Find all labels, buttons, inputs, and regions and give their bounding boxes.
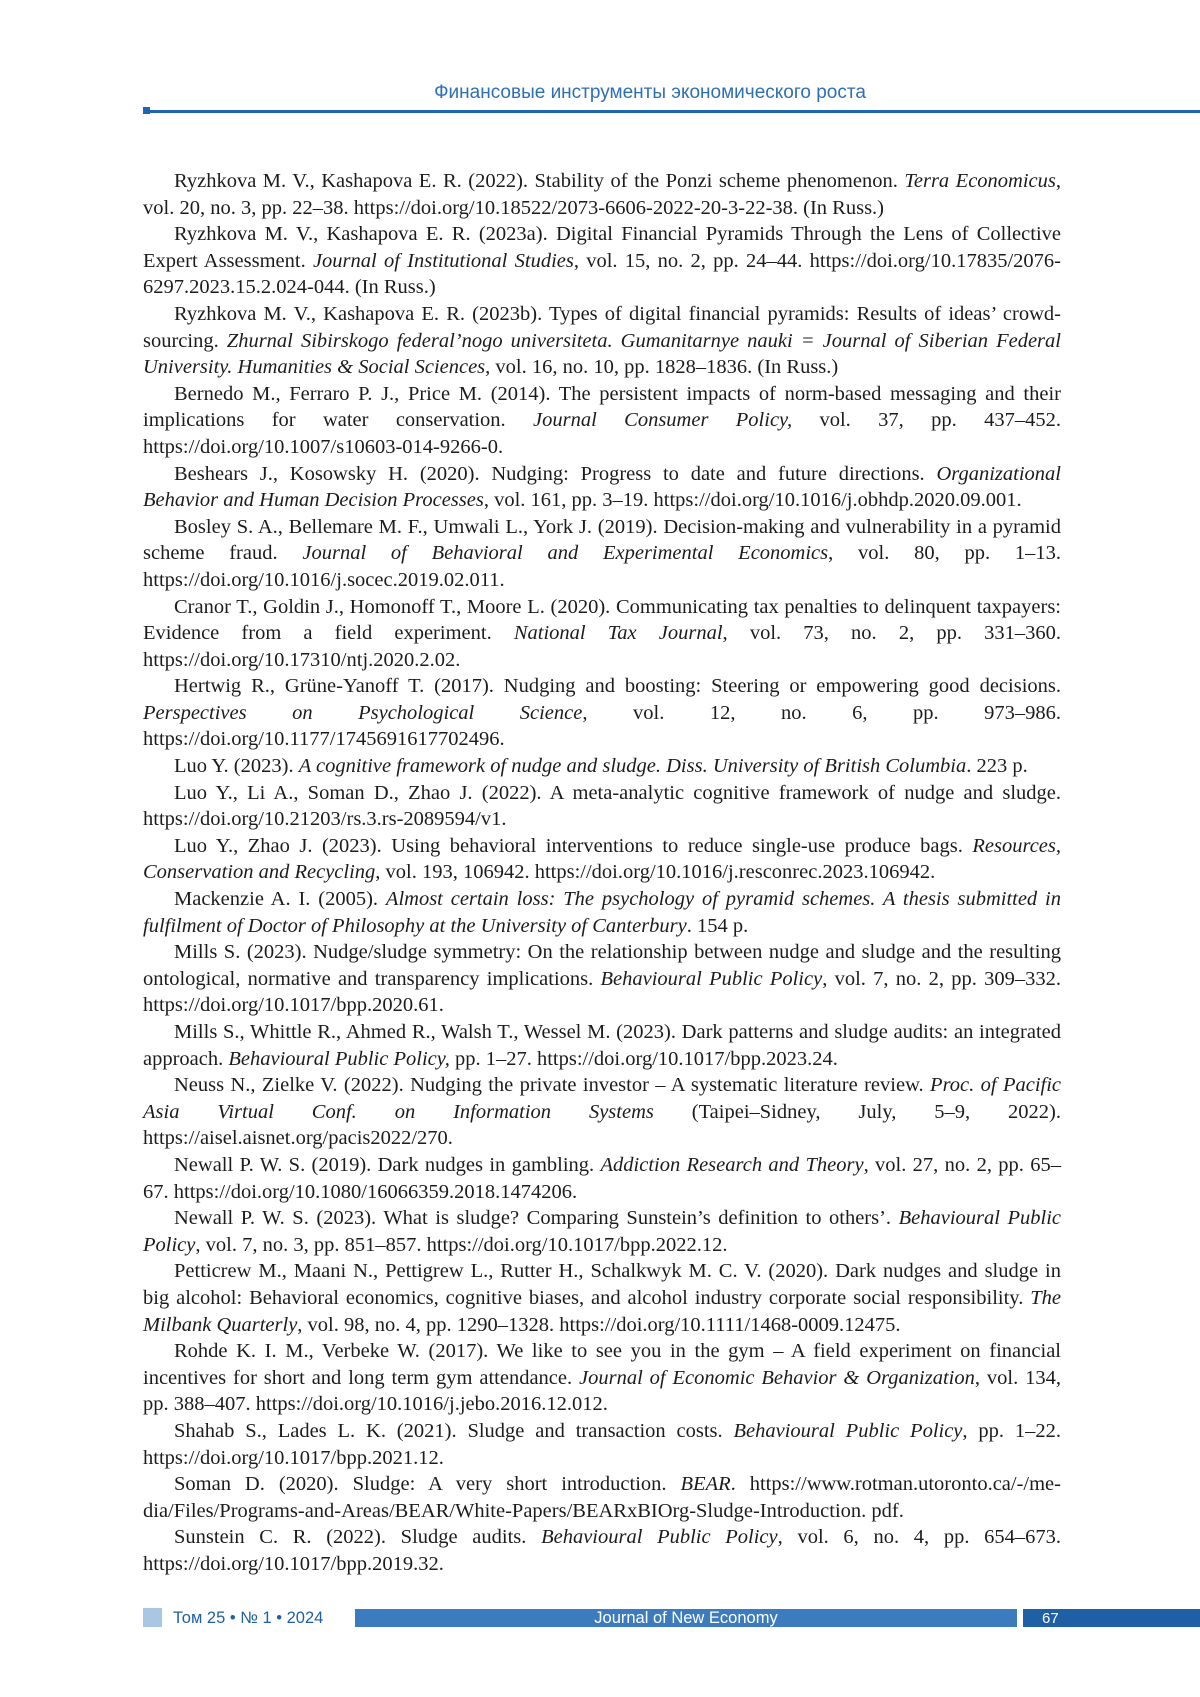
footer-issue-info: Том 25 • № 1 • 2024 [173,1608,323,1628]
reference-details: . 154 p. [687,915,749,937]
reference-entry-3 [143,301,1061,381]
reference-text: Hertwig R., Grüne-Yanoff T. (2017). Nudging and boosting: Steering or empowering good decisions. [174,675,1061,697]
reference-journal: Behavioural Public Policy [733,1420,962,1442]
reference-text: Luo Y., Zhao J. (2023). Using behavioral interventions to reduce single-use produce bags. [174,835,972,857]
reference-entry-9 [143,753,1061,780]
reference-entry-18 [143,1258,1061,1338]
reference-text: Neuss N., Zielke V. (2022). Nudging the private investor – A systematic literature review. [174,1074,930,1096]
reference-details: . https://www.rotman.utoronto.ca/-/me­dia/Files/Programs-and-Areas/BEAR/White-Papers/BEARxBIOrg-Sludge-Introduction. pdf. [143,1473,1061,1522]
footer-journal-name: Journal of New Economy [355,1609,1017,1627]
reference-details: , pp. 1–22. https://doi.org/10.1017/bpp.2021.12. [143,1420,1061,1469]
reference-text: Soman D. (2020). Sludge: A very short introduction. [174,1473,681,1495]
reference-journal: Behavioural Public Policy [541,1526,778,1548]
reference-journal: Terra Economicus [904,170,1056,192]
reference-text: Cranor T., Goldin J., Homonoff T., Moore L. (2020). Communicating tax penalties to delinquent taxpayers: Evidence from a field experiment. [143,596,1061,645]
reference-entry-1 [143,168,1061,221]
reference-details: , vol. 12, no. 6, pp. 973–986. https://doi.org/10.1177/1745691617702496. [143,702,1061,751]
reference-journal: Organizational Behavior and Human Decision Processes [143,463,1061,512]
reference-text: Ryzhkova M. V., Kashapova E. R. (2023b). Types of digital financial pyramids: Results of ideas’ crowd­sourcing. [143,303,1061,352]
reference-entry-20 [143,1418,1061,1471]
reference-details: , vol. 15, no. 2, pp. 24–44. https://doi.org/10.17835/2076-6297.2023.15.2.024-044. (In Russ.) [143,250,1061,299]
reference-entry-8 [143,673,1061,753]
reference-journal: BEAR [681,1473,731,1495]
reference-entry-14 [143,1019,1061,1072]
reference-journal: Behavioural Public Policy, [228,1048,449,1070]
reference-entry-21 [143,1471,1061,1524]
reference-entry-17 [143,1205,1061,1258]
footer-square-mark [143,1608,162,1627]
reference-journal: Journal Consumer Policy, [533,409,792,431]
reference-journal: The Milbank Quarterly [143,1287,1061,1336]
reference-details: , vol. 161, pp. 3–19. https://doi.org/10.1016/j.obhdp.2020.09.001. [484,489,1022,511]
reference-entry-2 [143,221,1061,301]
reference-text: Sunstein C. R. (2022). Sludge audits. [174,1526,541,1548]
reference-details: , vol. 98, no. 4, pp. 1290–1328. https://doi.org/10.1111/1468-0009.12475. [297,1314,900,1336]
reference-journal: Almost certain loss: The psychology of pyramid schemes. A thesis submitted in fulfilment of Doctor of Philosophy at the University of Canterbury [143,888,1061,937]
reference-details: vol. 16, no. 10, pp. 1828–1836. (In Russ.) [490,356,838,378]
reference-journal: Behavioural Public Policy [601,968,823,990]
reference-text: Ryzhkova M. V., Kashapova E. R. (2022). Stability of the Ponzi scheme phenomenon. [174,170,904,192]
reference-journal: Perspectives on Psychological Science [143,702,582,724]
reference-entry-10 [143,780,1061,833]
reference-entry-13 [143,939,1061,1019]
reference-text: Mills S. (2023). Nudge/sludge symmetry: On the relationship between nudge and sludge and the resulting ontological, normative and transparency implications. [143,941,1061,990]
reference-details: pp. 1–27. https://doi.org/10.1017/bpp.2023.24. [450,1048,838,1070]
reference-details: , vol. 7, no. 2, pp. 309–332. https://doi.org/10.1017/bpp.2020.61. [143,968,1061,1017]
reference-text: Newall P. W. S. (2023). What is sludge? Comparing Sunstein’s definition to others’. [174,1207,899,1229]
running-header-title: Финансовые инструменты экономического роста [0,82,1200,104]
reference-entry-6 [143,514,1061,594]
reference-journal: Zhurnal Sibirskogo federal’nogo universiteta. Gumanitarnye nauki = Journal of Siberian Federal University. Humanities & Social Sciences, [143,330,1061,379]
reference-entry-15 [143,1072,1061,1152]
reference-journal: Journal of Behavioral and Experimental Economics [302,542,828,564]
reference-journal: Proc. of Pacific Asia Virtual Conf. on Information Systems [143,1074,1061,1123]
reference-text: Shahab S., Lades L. K. (2021). Sludge and transaction costs. [174,1420,733,1442]
reference-entry-22 [143,1524,1061,1577]
reference-text: Petticrew M., Maani N., Pettigrew L., Rutter H., Schalkwyk M. C. V. (2020). Dark nudges and sludge in big alcohol: Behavioral economics, cognitive biases, and alcohol industry corporate social responsibil­ity. [143,1260,1061,1309]
reference-journal: A cognitive framework of nudge and sludge. Diss. University of British Columbia [299,755,967,777]
reference-entry-11 [143,833,1061,886]
reference-details: , vol. 27, no. 2, pp. 65– 67. https://doi.org/10.1080/16066359.2018.1474206. [143,1154,1061,1203]
reference-details: , vol. 20, no. 3, pp. 22–38. https://doi.org/10.18522/2073-6606-2022-20-3-22-38. (In Russ.) [143,170,1061,219]
reference-details: , vol. 73, no. 2, pp. 331–360. https://doi.org/10.17310/ntj.2020.2.02. [143,622,1061,671]
reference-journal: Journal of Institutional Studies [313,250,574,272]
reference-details: , vol. 193, 106942. https://doi.org/10.1016/j.resconrec.2023.106942. [375,861,935,883]
reference-details: (Taipei–Sidney, July, 5–9, 2022). https://aisel.aisnet.org/pacis2022/270. [143,1101,1061,1150]
reference-entry-7 [143,594,1061,674]
reference-details: vol. 37, pp. 437–452. https://doi.org/10.1007/s10603-014-9266-0. [143,409,1061,458]
page-footer [0,1608,1200,1628]
reference-entry-5 [143,461,1061,514]
header-rule [143,110,1200,113]
reference-text: Newall P. W. S. (2019). Dark nudges in gambling. [174,1154,601,1176]
reference-entry-19 [143,1338,1061,1418]
reference-details: , vol. 6, no. 4, pp. 654–673. https://doi.org/10.1017/bpp.2019.32. [143,1526,1061,1575]
reference-journal: Behavioural Public Policy [143,1207,1061,1256]
reference-text: Mackenzie A. I. (2005). [174,888,386,910]
reference-text: Bosley S. A., Bellemare M. F., Umwali L., York J. (2019). Decision-making and vulnerability in a pyramid scheme fraud. [143,516,1061,565]
reference-details: , vol. 7, no. 3, pp. 851–857. https://doi.org/10.1017/bpp.2022.12. [195,1234,727,1256]
reference-entry-12 [143,886,1061,939]
reference-details: . 223 p. [966,755,1028,777]
reference-text: Rohde K. I. M., Verbeke W. (2017). We like to see you in the gym – A field experiment on financial incentives for short and long term gym attendance. [143,1340,1061,1389]
reference-entry-16 [143,1152,1061,1205]
reference-journal: Addiction Research and Theory [601,1154,864,1176]
reference-journal: Journal of Economic Behavior & Organization [579,1367,975,1389]
reference-journal: National Tax Journal [514,622,723,644]
reference-text: Luo Y., Li A., Soman D., Zhao J. (2022). A meta-analytic cognitive framework of nudge and sludge. https://doi.org/10.21203/rs.3.rs-2089594/v1. [143,782,1061,831]
reference-text: Ryzhkova M. V., Kashapova E. R. (2023a). Digital Financial Pyramids Through the Lens of Collective Expert Assessment. [143,223,1061,272]
reference-journal: Resources, Conservation and Recycling [143,835,1061,884]
reference-text: Beshears J., Kosowsky H. (2020). Nudging: Progress to date and future directions. [174,463,936,485]
reference-text: Luo Y. (2023). [174,755,299,777]
reference-details: , vol. 80, pp. 1–13. https://doi.org/10.1016/j.socec.2019.02.011. [143,542,1061,591]
reference-entry-4 [143,381,1061,461]
reference-text: Mills S., Whittle R., Ahmed R., Walsh T., Wessel M. (2023). Dark patterns and sludge audits: an inte­grated approach. [143,1021,1061,1070]
page-number: 67 [1023,1609,1200,1627]
reference-details: , vol. 134, pp. 388–407. https://doi.org/10.1016/j.jebo.2016.12.012. [143,1367,1061,1416]
reference-text: Bernedo M., Ferraro P. J., Price M. (2014). The persistent impacts of norm-based messaging and their implications for water conservation. [143,383,1061,432]
reference-list [143,168,1061,1577]
